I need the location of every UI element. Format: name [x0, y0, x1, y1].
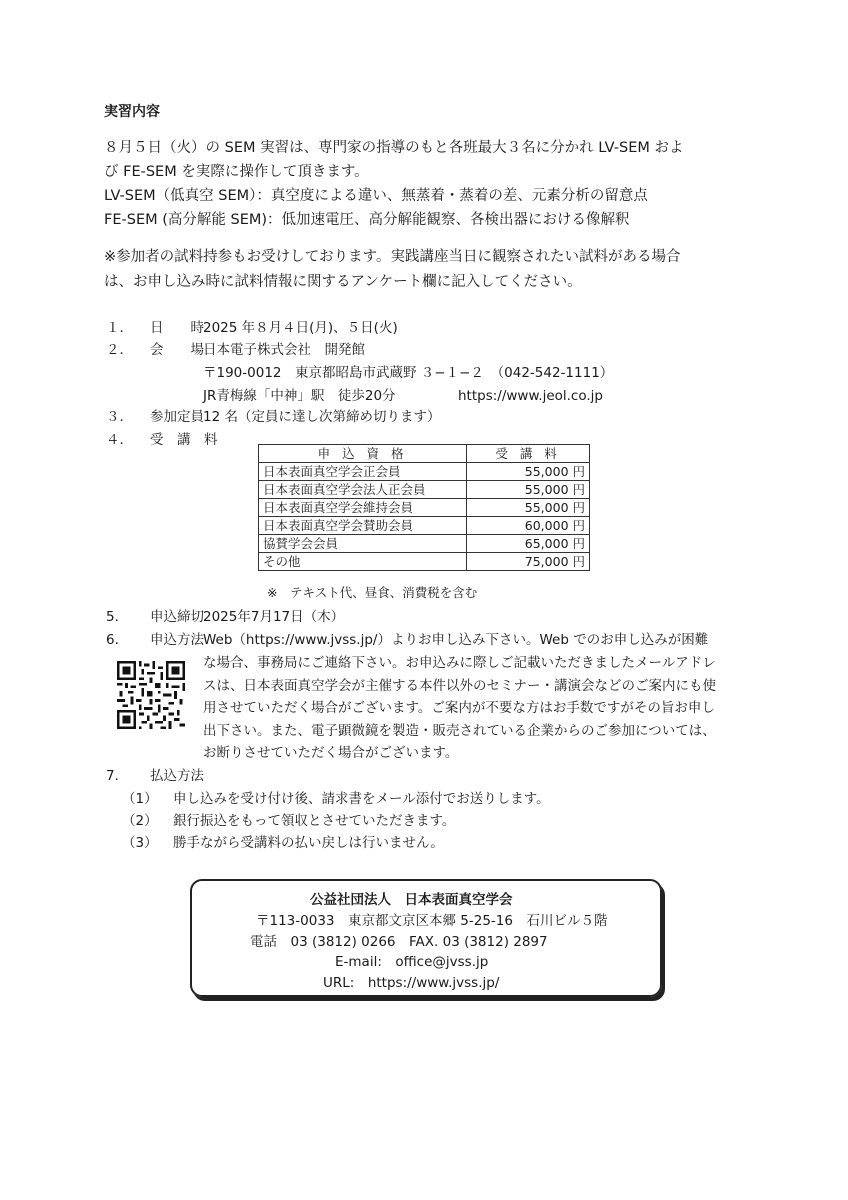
- fee-table-header-row: [259, 445, 590, 463]
- fee-row-name: 日本表面真空学会正会員: [259, 463, 467, 481]
- payment-step-text: 銀行振込をもって領収とさせていただきます。: [173, 813, 456, 829]
- fee-row-amount: 60,000 円: [467, 517, 590, 535]
- item-value-capacity: 12 名（定員に達し次第締め切ります）: [203, 409, 441, 425]
- table-row: [259, 517, 590, 535]
- item-number-date: １．: [106, 320, 133, 336]
- item-number-venue: ２．: [106, 342, 133, 358]
- table-row: [259, 535, 590, 553]
- item-value-venue: 日本電子株式会社 開発館: [203, 342, 365, 358]
- table-row: [259, 481, 590, 499]
- fee-row-name: 日本表面真空学会法人正会員: [259, 481, 467, 499]
- item-number-capacity: ３．: [106, 409, 133, 425]
- fee-row-amount: 55,000 円: [467, 463, 590, 481]
- venue-url-link[interactable]: https://www.jeol.co.jp: [458, 388, 603, 404]
- contact-address: 〒113-0033 東京都文京区本郷 5-25-16 石川ビル５階: [256, 913, 608, 929]
- item-key-apply: 申込方法: [150, 632, 204, 648]
- fee-row-amount: 65,000 円: [467, 535, 590, 553]
- apply-line-6: お断りさせていただく場合がございます。: [203, 745, 459, 761]
- fee-row-amount: 55,000 円: [467, 499, 590, 517]
- fee-row-name: 協賛学会会員: [259, 535, 467, 553]
- fee-table: [258, 444, 590, 571]
- item-number-fee: ４．: [106, 432, 133, 448]
- qr-code-icon[interactable]: [117, 661, 185, 729]
- item-value-deadline: 2025年7月17日（木）: [203, 609, 345, 625]
- item-value-date: 2025 年８月４日(月)、５日(火): [203, 320, 398, 336]
- table-row: [259, 499, 590, 517]
- table-row: [259, 553, 590, 571]
- apply-line-1: Web（https://www.jvss.jp/）よりお申し込み下さい。Web でのお申し込みが困難: [203, 632, 709, 648]
- apply-line-5: 出下さい。また、電子顕微鏡を製造・販売されている企業からのご参加については、: [203, 723, 716, 739]
- payment-step-text: 勝手ながら受講料の払い戻しは行いません。: [173, 835, 444, 851]
- venue-access: JR青梅線「中神」駅 徒歩20分: [203, 388, 396, 404]
- payment-step-number: （1）: [122, 791, 158, 807]
- fee-table-header-qualification: 申 込 資 格: [259, 445, 467, 463]
- item-key-venue: 会 場: [150, 342, 204, 358]
- item-number-deadline: 5.: [106, 609, 119, 625]
- intro-line-1: ８月５日（火）の SEM 実習は、専門家の指導のもと各班最大３名に分かれ LV-SEM およ: [104, 140, 684, 156]
- fee-row-name: 日本表面真空学会維持会員: [259, 499, 467, 517]
- fee-table-header-fee: 受 講 料: [467, 445, 590, 463]
- item-key-fee: 受 講 料: [150, 432, 218, 448]
- intro-line-3: LV-SEM（低真空 SEM）：真空度による違い、無蒸着・蒸着の差、元素分析の留意点: [104, 188, 648, 204]
- fee-row-name: その他: [259, 553, 467, 571]
- fee-table-footnote: ※ テキスト代、昼食、消費税を含む: [267, 585, 478, 600]
- fee-row-name: 日本表面真空学会賛助会員: [259, 517, 467, 535]
- contact-box: [190, 879, 662, 997]
- item-number-payment: 7.: [106, 768, 119, 784]
- item-key-payment: 払込方法: [150, 768, 204, 784]
- payment-step-number: （2）: [122, 813, 158, 829]
- section-heading: 実習内容: [104, 104, 160, 120]
- fee-row-amount: 75,000 円: [467, 553, 590, 571]
- payment-step-number: （3）: [122, 835, 158, 851]
- payment-step-text: 申し込みを受け付け後、請求書をメール添付でお送りします。: [173, 791, 550, 807]
- note-line-1: ※参加者の試料持参もお受けしております。実践講座当日に観察されたい試料がある場合: [104, 249, 681, 265]
- intro-line-4: FE-SEM (高分解能 SEM)：低加速電圧、高分解能観察、各検出器における像解釈: [104, 212, 630, 228]
- contact-phone-fax: 電話 03 (3812) 0266 FAX. 03 (3812) 2897: [250, 934, 548, 950]
- item-number-apply: 6.: [106, 632, 119, 648]
- contact-email[interactable]: E-mail: office@jvss.jp: [335, 954, 489, 970]
- table-row: [259, 463, 590, 481]
- note-line-2: は、お申し込み時に試料情報に関するアンケート欄に記入してください。: [104, 274, 582, 290]
- apply-line-3: スは、日本表面真空学会が主催する本件以外のセミナー・講演会などのご案内にも使: [203, 678, 716, 694]
- item-key-date: 日 時: [150, 320, 204, 336]
- contact-org: 公益社団法人 日本表面真空学会: [310, 892, 513, 908]
- contact-url[interactable]: URL: https://www.jvss.jp/: [323, 975, 500, 991]
- apply-line-2: な場合、事務局にご連絡下さい。お申込みに際しご記載いただきましたメールアドレ: [203, 655, 716, 671]
- apply-line-4: 用させていただく場合がございます。ご案内が不要な方はお手数ですがその旨お申し: [203, 700, 715, 716]
- intro-line-2: び FE-SEM を実際に操作して頂きます。: [104, 164, 369, 180]
- item-key-capacity: 参加定員: [150, 409, 204, 425]
- item-key-deadline: 申込締切: [150, 609, 204, 625]
- fee-row-amount: 55,000 円: [467, 481, 590, 499]
- venue-address: 〒190-0012 東京都昭島市武蔵野 ３−１−２ （042-542-1111）: [203, 365, 614, 381]
